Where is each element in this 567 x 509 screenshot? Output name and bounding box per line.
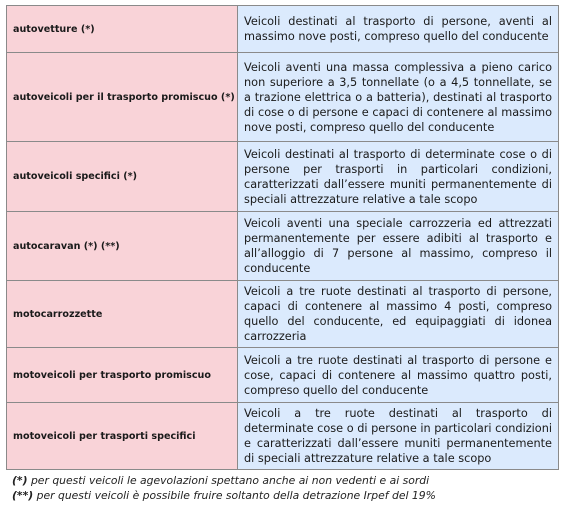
footnote-mark: (*) [12, 474, 28, 487]
category-cell: autoveicoli per il trasporto promiscuo (*) [7, 53, 238, 142]
description-cell: Veicoli aventi una speciale carrozzeria ed attrezzati permanentemente per essere adibiti al trasporto e all’alloggio di 7 persone al massimo, compreso il conducente [238, 212, 559, 281]
category-cell: autocaravan (*) (**) [7, 212, 238, 281]
footnote [12, 473, 436, 488]
table-row [7, 348, 559, 403]
description-cell: Veicoli a tre ruote destinati al trasporto di determinate cose o di persone in particolari condizioni e caratterizzati dall’essere muniti permanentemente di speciali attrezzature relative a tale scopo [238, 403, 559, 470]
category-cell: motoveicoli per trasporti specifici [7, 403, 238, 470]
footnote-text: per questi veicoli è possibile fruire soltanto della detrazione Irpef del 19% [33, 489, 436, 502]
table-row [7, 403, 559, 470]
table-row [7, 281, 559, 348]
footnote-text: per questi veicoli le agevolazioni spettano anche ai non vedenti e ai sordi [27, 474, 430, 487]
description-cell: Veicoli a tre ruote destinati al trasporto di persone e cose, capaci di contenere al massimo quattro posti, compreso quello del conducente [238, 348, 559, 403]
category-cell: motoveicoli per trasporto promiscuo [7, 348, 238, 403]
table-row [7, 6, 559, 53]
description-cell: Veicoli aventi una massa complessiva a pieno carico non superiore a 3,5 tonnellate (o a 4,5 tonnellate, se a trazione elettrica o a batteria), destinati al trasporto di cose o di persone e capaci di contenere al massimo nove posti, compreso quello del conducente [238, 53, 559, 142]
description-cell: Veicoli destinati al trasporto di persone, aventi al massimo nove posti, compreso quello del conducente [238, 6, 559, 53]
vehicle-categories-table [6, 5, 559, 470]
footnote-mark: (**) [12, 489, 34, 502]
description-cell: Veicoli a tre ruote destinati al trasporto di persone, capaci di contenere al massimo 4 posti, compreso quello del conducente, ed equipaggiati di idonea carrozzeria [238, 281, 559, 348]
description-cell: Veicoli destinati al trasporto di determinate cose o di persone per trasporti in particolari condizioni, caratterizzati dall’essere muniti permanentemente di speciali attrezzature relative a tale scopo [238, 142, 559, 212]
category-cell: motocarrozzette [7, 281, 238, 348]
category-cell: autoveicoli specifici (*) [7, 142, 238, 212]
category-cell: autovetture (*) [7, 6, 238, 53]
table-row [7, 53, 559, 142]
footnotes [12, 473, 436, 503]
table-row [7, 142, 559, 212]
footnote [12, 488, 436, 503]
table-row [7, 212, 559, 281]
